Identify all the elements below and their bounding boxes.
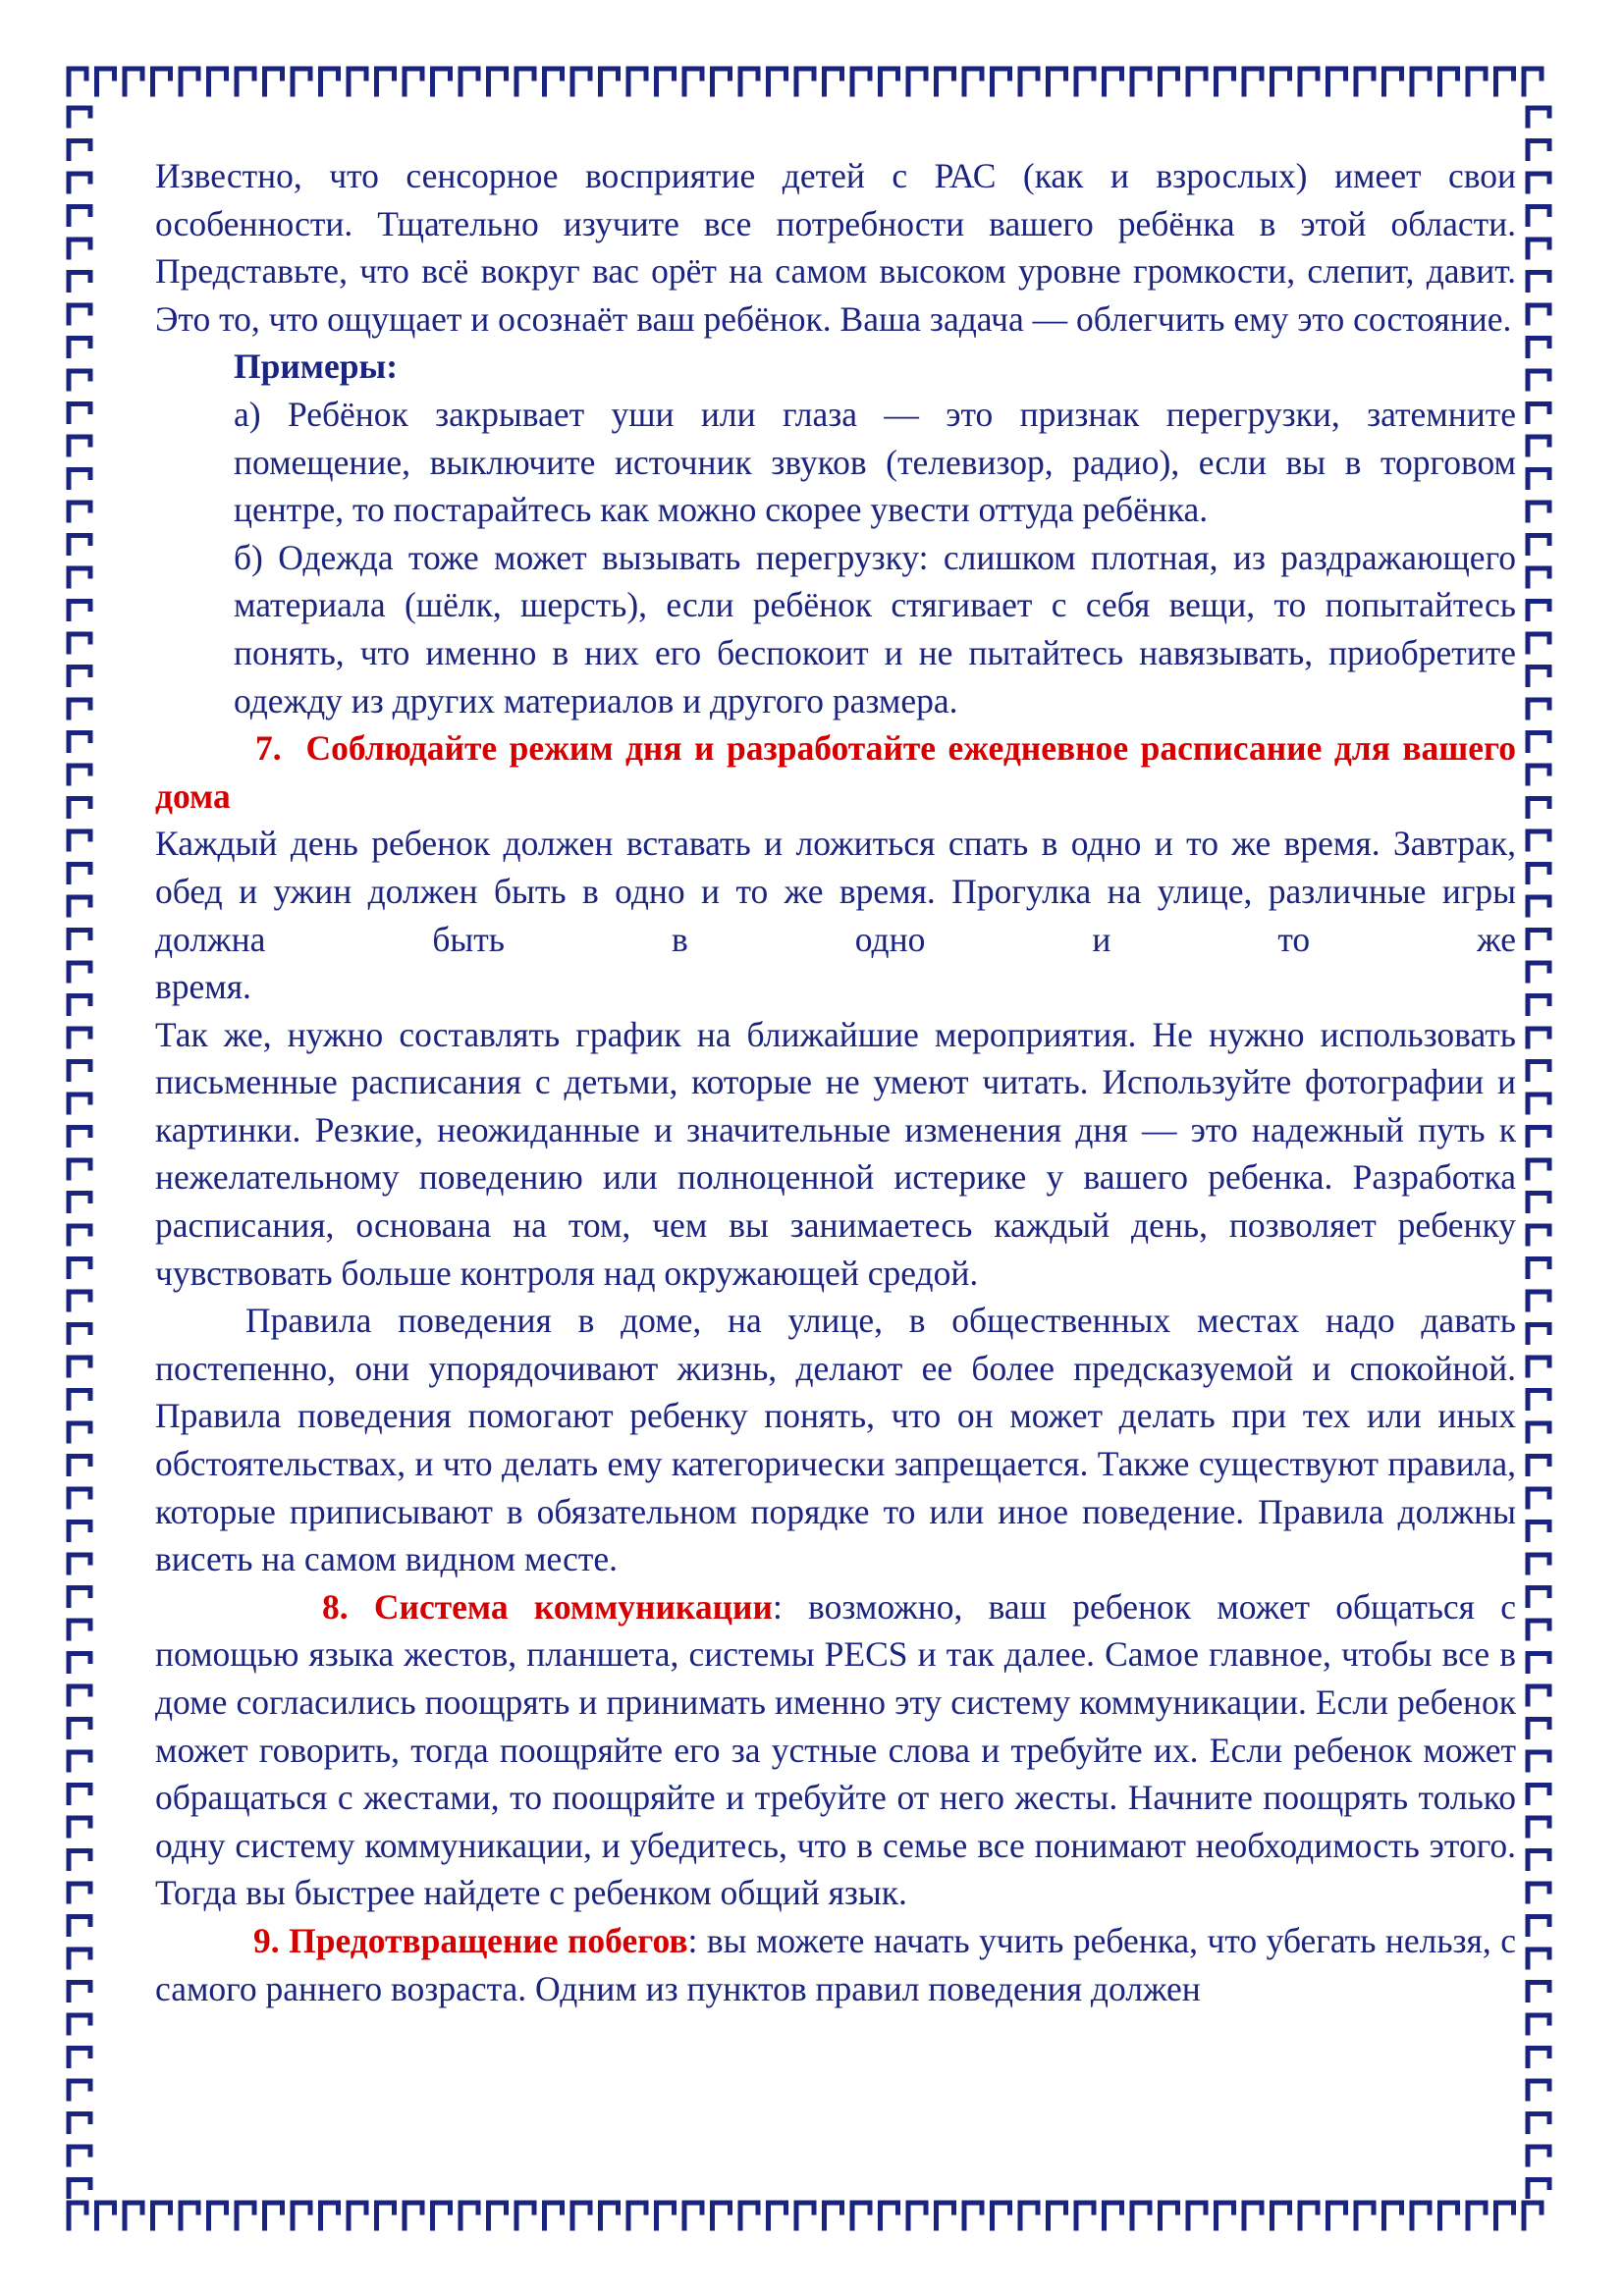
section-7-paragraph-2: Так же, нужно составлять график на ближайшие мероприятия. Не нужно использовать письменные расписания с детьми, которые не умеют читать. Используйте фотографии и картинки. Резкие, неожиданные и значительные изменения дня — это надежный путь к нежелательному поведению или полноценной истерике у вашего ребенка. Разработка расписания, основана на том, чем вы занимаетесь каждый день, позволяет ребенку чувствовать больше контроля над окружающей средой. — [155, 1014, 1516, 1293]
section-7-paragraph-1: Каждый день ребенок должен вставать и ложиться спать в одно и то же время. Завтрак, обед и ужин должен быть в одно и то же время. Прогулка на улице, различные игры должна быть в одно и то же — [155, 824, 1516, 959]
section-7-number: 7. — [255, 728, 282, 769]
example-a: а) Ребёнок закрывает уши или глаза — это признак перегрузки, затемните помещение, выключите источник звуков (телевизор, радио), если вы в торговом центре, то постарайтесь как можно скорее увести оттуда ребёнка. — [234, 394, 1516, 530]
section-9-paragraph — [155, 1917, 1516, 2012]
section-7-paragraph-3: Правила поведения в доме, на улице, в общественных местах надо давать постепенно, они упорядочивают жизнь, делают ее более предсказуемой и спокойной. Правила поведения помогают ребенку понять, что он может делать при тех или иных обстоятельствах, и что делать ему категорически запрещается. Также существуют правила, которые приписывают в обязательном порядке то или иное поведение. Правила должны висеть на самом видном месте. — [155, 1301, 1516, 1579]
section-8-text: : возможно, ваш ребенок может общаться с помощью языка жестов, планшета, системы PECS и так далее. Самое главное, чтобы все в доме согласились поощрять и принимать именно эту систему коммуникации. Если ребенок может говорить, тогда поощряйте его за устные слова и требуйте их. Если ребенок может обращаться с жестами, то поощряйте и требуйте от него жесты. Начните поощрять только одну систему коммуникации, и убедитесь, что в семье все понимают необходимость этого. Тогда вы быстрее найдете с ребенком общий язык. — [155, 1586, 1516, 1913]
section-9-text: : вы можете начать учить ребенка, что убегать нельзя, с самого раннего возраста. Одним из пунктов правил поведения должен — [155, 1920, 1517, 2008]
section-9-heading: 9. Предотвращение побегов — [253, 1920, 688, 1960]
intro-paragraph: Известно, что сенсорное восприятие детей с РАС (как и взрослых) имеет свои особенности. Тщательно изучите все потребности вашего ребёнка в этой области. Представьте, что всё вокруг вас орёт на самом высоком уровне громкости, слепит, давит. Это то, что ощущает и осознаёт ваш ребёнок. Ваша задача — облегчить ему это состояние. — [155, 156, 1516, 339]
decorative-border-top — [65, 65, 1559, 100]
document-body — [155, 152, 1516, 2012]
section-8-heading: 8. Система коммуникации — [322, 1586, 773, 1627]
decorative-border-bottom — [65, 2199, 1559, 2234]
examples-label-text: Примеры: — [234, 347, 399, 387]
example-b: б) Одежда тоже может вызывать перегрузку: слишком плотная, из раздражающего материала (шёлк, шерсть), если ребёнок стягивает с себя вещи, то попытайтесь понять, что именно в них его беспокоит и не пытайтесь навязывать, приобретите одежду из других материалов и другого размера. — [234, 537, 1516, 721]
section-7-paragraph-1-end: время. — [155, 967, 251, 1007]
section-7-heading — [155, 724, 1516, 820]
section-8-paragraph — [155, 1583, 1516, 1917]
examples-label — [155, 343, 1516, 391]
decorative-border-left — [65, 98, 100, 2199]
decorative-border-right — [1524, 98, 1559, 2199]
section-7-title: Соблюдайте режим дня и разработайте ежедневное расписание для вашего дома — [155, 728, 1516, 816]
